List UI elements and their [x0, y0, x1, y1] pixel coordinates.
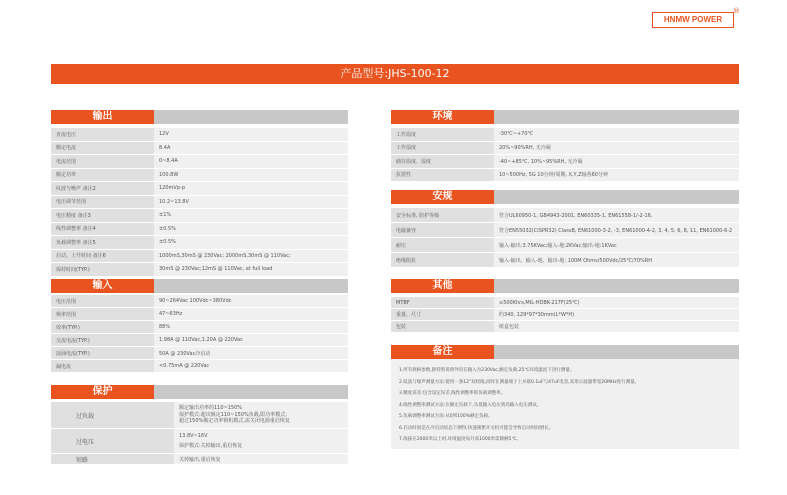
note-line: 3.精度误差:包含设定误差,线性调整率和负载调整率。: [399, 391, 506, 396]
row-value: 88%: [154, 321, 348, 334]
row-key: 工作温度: [391, 128, 494, 141]
row-value: 30mS @ 230Vac;12mS @ 110Vac, at full load: [154, 263, 348, 277]
row-value: -30℃~+70℃: [494, 128, 739, 141]
table-row: [391, 141, 739, 155]
row-value: 约340, 129*97*30mm(L*W*H): [494, 309, 739, 321]
table-row: [51, 141, 348, 155]
overvoltage-value: 13.8V~16V 保护模式:关掉输出,重启恢复: [174, 429, 348, 454]
table-row: [51, 168, 348, 182]
row-value: 1.98A @ 110Vac,1.20A @ 220Vac: [154, 334, 348, 347]
row-value: 输入-输出、输入-地、输出-地: 100M Ohms/500Vdc/25℃/70%RH: [494, 253, 739, 268]
output-label: 输出: [51, 110, 154, 124]
table-row: [391, 297, 739, 309]
row-key: 重量、尺寸: [391, 309, 494, 321]
table-row: [51, 308, 348, 321]
row-value: 20%~90%RH, 无冷凝: [494, 141, 739, 155]
row-key: 启动、上升时间 备注6: [51, 249, 154, 263]
row-key: 额定电流: [51, 141, 154, 155]
row-value: 8.4A: [154, 141, 348, 155]
table-row: [391, 238, 739, 253]
input-header: [51, 279, 348, 293]
table-row: [51, 263, 348, 277]
protection-header: [51, 385, 348, 399]
row-key: 线性调整率 备注4: [51, 222, 154, 236]
environment-label: 环境: [391, 110, 494, 124]
other-header: [391, 279, 739, 293]
row-key: 绝缘阻抗: [391, 253, 494, 268]
table-row: [51, 249, 348, 263]
note-line: 7.海拔在2000米以上时,环境温度每升高1000米需降额5℃。: [399, 437, 522, 442]
row-key: 浪涌电流(TYP.): [51, 347, 154, 360]
row-key: 电流范围: [51, 155, 154, 169]
table-row: [391, 155, 739, 169]
row-key: 交流电流(TYP.): [51, 334, 154, 347]
row-value: <0.75mA @ 220Vac: [154, 360, 348, 373]
table-row: [391, 168, 739, 182]
other-section: [391, 279, 739, 333]
row-value: ±0.5%: [154, 236, 348, 250]
output-header: [51, 110, 348, 124]
note-line: 6.启动时间是在冷启动状态下测得,快速频繁开关机可能会导致启动时间增长。: [399, 425, 554, 431]
row-key: 电磁兼容: [391, 223, 494, 238]
row-key: 纹波与噪声 备注2: [51, 182, 154, 196]
protection-table: [51, 402, 348, 465]
row-key: 工作湿度: [391, 141, 494, 155]
table-row: [51, 334, 348, 347]
safety-table: [391, 208, 739, 268]
row-key: 耐压: [391, 238, 494, 253]
row-value: ≥500Khrs,MIL-HDBK-217F(25℃): [494, 297, 739, 309]
notes-header: [391, 345, 739, 359]
row-key: 频率范围: [51, 308, 154, 321]
row-value: ±1%: [154, 209, 348, 223]
row-value: 100.8W: [154, 168, 348, 182]
safety-section: [391, 190, 739, 268]
table-row: [51, 209, 348, 223]
environment-header: [391, 110, 739, 124]
table-row: [391, 253, 739, 268]
row-key: 包装: [391, 321, 494, 333]
protection-label: 保护: [51, 385, 154, 399]
input-table: [51, 295, 348, 373]
row-key: 储存温度、湿度: [391, 155, 494, 169]
row-key: 漏电流: [51, 360, 154, 373]
table-row: [51, 295, 348, 308]
input-label: 输入: [51, 279, 154, 293]
product-title-bar: 产品型号:JHS-100-12: [51, 64, 739, 84]
registered-mark: ®: [733, 7, 740, 15]
other-table: [391, 297, 739, 333]
table-row: [51, 182, 348, 196]
note-line: 5.负载调整率测试方法:从0到100%额定负载。: [399, 414, 493, 419]
notes-label: 备注: [391, 345, 494, 359]
notes-section: [391, 345, 739, 449]
row-key: MTBF: [391, 297, 494, 309]
overload-value: 额定输出功率的110~150% 保护模式:超出额定110~150%负载,限功率模式; 超过150%额定功率锁机模式,需关闭电源重启恢复: [174, 402, 348, 429]
row-value: 12V: [154, 128, 348, 141]
row-value: 10.2~13.8V: [154, 195, 348, 209]
output-section: [51, 110, 348, 277]
row-key: 额定功率: [51, 168, 154, 182]
table-row: [51, 402, 348, 429]
input-section: [51, 279, 348, 373]
overload-label: 过负载: [51, 402, 174, 429]
safety-header: [391, 190, 739, 204]
brand-logo: HNMW POWER: [652, 12, 734, 28]
notes-body: [391, 359, 739, 449]
short-label: 短路: [51, 454, 174, 465]
row-value: ±0.5%: [154, 222, 348, 236]
table-row: [51, 128, 348, 141]
row-value: 10~500Hz, 5G 10分钟/周期, X,Y,Z轴各60分钟: [494, 168, 739, 182]
row-value: 符合EN55032(CISPR32) ClassB, EN61000-3-2, -3, EN61000-4-2, 3, 4, 5, 6, 8, 11, EN61000-6-2: [494, 223, 739, 238]
safety-label: 安规: [391, 190, 494, 204]
output-table: [51, 128, 348, 277]
other-label: 其他: [391, 279, 494, 293]
table-row: [51, 195, 348, 209]
environment-section: [391, 110, 739, 182]
table-row: [391, 223, 739, 238]
table-row: [51, 454, 348, 465]
protection-section: [51, 385, 348, 465]
table-row: [51, 347, 348, 360]
row-value: 50A @ 230Vac冷启动: [154, 347, 348, 360]
row-value: 47~63Hz: [154, 308, 348, 321]
note-line: 4.线性调整率测试方法:在额定负载下,从低输入电压到高输入电压测试。: [399, 402, 542, 408]
row-key: 直流电压: [51, 128, 154, 141]
note-line: 2.纹波与噪声测量方法:使用一条12"双绞线,同时在测量端子上并联0.1uF与47uF电容,采用示波器带宽20MHz进行测量。: [399, 379, 640, 385]
short-value: 关掉输出,重启恢复: [174, 454, 348, 465]
table-row: [51, 429, 348, 454]
table-row: [51, 222, 348, 236]
table-row: [391, 309, 739, 321]
row-key: 电压调节范围: [51, 195, 154, 209]
row-key: 负载调整率 备注5: [51, 236, 154, 250]
row-key: 抗震性: [391, 168, 494, 182]
overvoltage-label: 过电压: [51, 429, 174, 454]
table-row: [391, 208, 739, 223]
table-row: [51, 155, 348, 169]
row-key: 电压范围: [51, 295, 154, 308]
table-row: [391, 128, 739, 141]
table-row: [391, 321, 739, 333]
table-row: [51, 236, 348, 250]
row-value: 纸盒包装: [494, 321, 739, 333]
row-key: 保持时间(TYP.): [51, 263, 154, 277]
environment-table: [391, 128, 739, 182]
table-row: [51, 321, 348, 334]
row-value: 120mVp-p: [154, 182, 348, 196]
row-key: 安全标准, 防护等级: [391, 208, 494, 223]
row-value: 输入-输出:3.75KVac;输入-地:2KVac;输出-地:1KVac: [494, 238, 739, 253]
note-line: 1.所有规格参数,除特别说明外均在输入为230Vac,额定负载,25℃环境温度下进行测量。: [399, 368, 575, 373]
row-value: 0~8.4A: [154, 155, 348, 169]
row-value: 符合UL60950-1, GB4943-2001, EN60335-1, EN61558-1/-2-16,: [494, 208, 739, 223]
row-key: 效率(TYP.): [51, 321, 154, 334]
row-value: -40~+85℃, 10%~95%RH, 无冷凝: [494, 155, 739, 169]
row-value: 90~264Vac 100Vdc~380Vdc: [154, 295, 348, 308]
row-key: 电压精度 备注3: [51, 209, 154, 223]
row-value: 1000mS,30mS @ 230Vac; 2000mS,30mS @ 110Vac;: [154, 249, 348, 263]
table-row: [51, 360, 348, 373]
